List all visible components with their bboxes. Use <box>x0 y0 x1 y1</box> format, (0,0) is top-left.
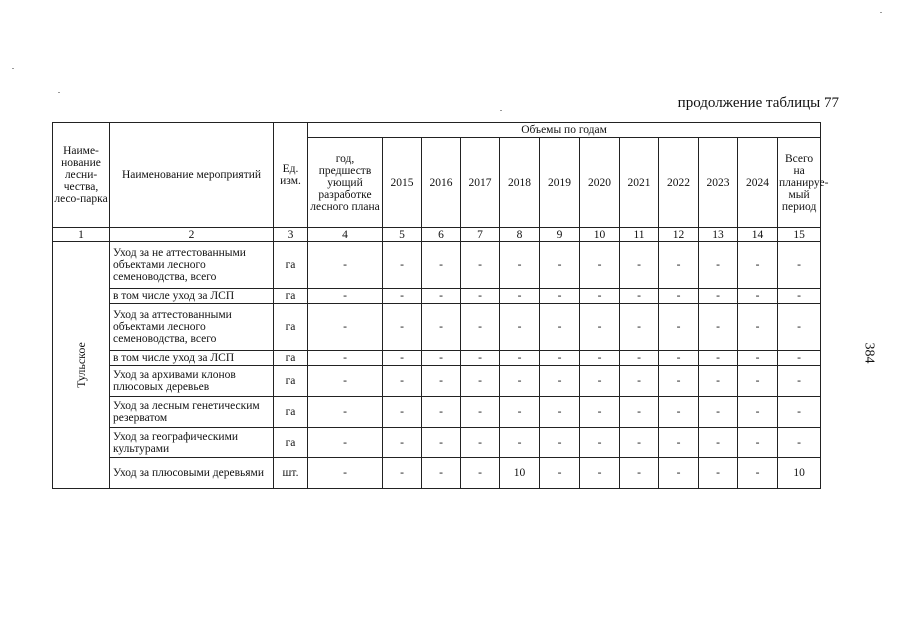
value-cell: - <box>580 242 620 289</box>
value-cell: - <box>383 458 422 489</box>
value-cell: - <box>461 304 500 351</box>
header-total-period: Всего на планируе-мый период <box>778 138 821 228</box>
value-cell: - <box>738 351 778 366</box>
column-number: 2 <box>110 228 274 242</box>
value-cell: - <box>620 289 659 304</box>
value-cell: - <box>620 366 659 397</box>
value-cell: - <box>308 289 383 304</box>
volumes-table <box>52 122 829 489</box>
table-row <box>53 428 821 458</box>
unit-cell: га <box>274 351 308 366</box>
value-cell: - <box>738 289 778 304</box>
column-number: 12 <box>659 228 699 242</box>
value-cell: - <box>500 428 540 458</box>
value-cell: - <box>580 397 620 428</box>
value-cell: - <box>540 366 580 397</box>
table-row <box>53 351 821 366</box>
unit-cell: га <box>274 397 308 428</box>
scan-speck <box>880 12 882 13</box>
value-cell: 10 <box>500 458 540 489</box>
column-number: 1 <box>53 228 110 242</box>
value-cell: - <box>620 428 659 458</box>
value-cell: - <box>580 289 620 304</box>
value-cell: - <box>620 458 659 489</box>
value-cell: - <box>308 397 383 428</box>
value-cell: - <box>383 304 422 351</box>
value-cell: - <box>699 366 738 397</box>
scan-speck <box>12 68 14 69</box>
column-number: 4 <box>308 228 383 242</box>
value-cell: - <box>738 428 778 458</box>
value-cell: - <box>620 397 659 428</box>
column-number: 11 <box>620 228 659 242</box>
value-cell: - <box>778 351 821 366</box>
value-cell: - <box>461 351 500 366</box>
activity-name: в том числе уход за ЛСП <box>110 289 274 304</box>
scan-speck <box>58 92 60 93</box>
value-cell: - <box>580 304 620 351</box>
header-year: 2016 <box>422 138 461 228</box>
header-year: 2022 <box>659 138 699 228</box>
value-cell: - <box>659 458 699 489</box>
header-year: 2020 <box>580 138 620 228</box>
value-cell: - <box>461 397 500 428</box>
value-cell: - <box>778 242 821 289</box>
column-number-row <box>53 228 821 242</box>
header-year: 2023 <box>699 138 738 228</box>
table-row <box>53 397 821 428</box>
value-cell: - <box>308 366 383 397</box>
column-number: 8 <box>500 228 540 242</box>
value-cell: - <box>461 242 500 289</box>
header-year: 2015 <box>383 138 422 228</box>
value-cell: - <box>738 242 778 289</box>
value-cell: - <box>580 458 620 489</box>
value-cell: - <box>778 304 821 351</box>
value-cell: - <box>659 304 699 351</box>
value-cell: - <box>540 397 580 428</box>
value-cell: - <box>422 458 461 489</box>
value-cell: - <box>461 458 500 489</box>
value-cell: - <box>778 428 821 458</box>
value-cell: - <box>461 366 500 397</box>
value-cell: - <box>699 242 738 289</box>
forestry-name-cell <box>53 242 110 489</box>
value-cell: - <box>422 428 461 458</box>
value-cell: - <box>659 428 699 458</box>
value-cell: - <box>383 242 422 289</box>
header-unit: Ед. изм. <box>274 123 308 228</box>
unit-cell: шт. <box>274 458 308 489</box>
value-cell: - <box>540 351 580 366</box>
column-number: 5 <box>383 228 422 242</box>
value-cell: - <box>699 304 738 351</box>
value-cell: - <box>308 351 383 366</box>
value-cell: - <box>461 428 500 458</box>
value-cell: - <box>620 242 659 289</box>
value-cell: - <box>659 397 699 428</box>
header-year: 2019 <box>540 138 580 228</box>
unit-cell: га <box>274 289 308 304</box>
column-number: 9 <box>540 228 580 242</box>
value-cell: - <box>422 397 461 428</box>
value-cell: - <box>699 289 738 304</box>
header-year: 2021 <box>620 138 659 228</box>
value-cell: - <box>500 304 540 351</box>
unit-cell: га <box>274 242 308 289</box>
value-cell: - <box>659 366 699 397</box>
header-year: 2018 <box>500 138 540 228</box>
header-year: 2024 <box>738 138 778 228</box>
value-cell: - <box>699 428 738 458</box>
unit-cell: га <box>274 304 308 351</box>
unit-cell: га <box>274 428 308 458</box>
header-activity: Наименование мероприятий <box>110 123 274 228</box>
value-cell: - <box>659 289 699 304</box>
value-cell: - <box>461 289 500 304</box>
column-number: 6 <box>422 228 461 242</box>
value-cell: - <box>308 458 383 489</box>
activity-name: Уход за аттестованными объектами лесного семеноводства, всего <box>110 304 274 351</box>
column-number: 10 <box>580 228 620 242</box>
table-row <box>53 289 821 304</box>
activity-name: Уход за не аттестованными объектами лесного семеноводства, всего <box>110 242 274 289</box>
value-cell: - <box>540 242 580 289</box>
value-cell: - <box>580 351 620 366</box>
value-cell: - <box>500 397 540 428</box>
header-year: 2017 <box>461 138 500 228</box>
column-number: 3 <box>274 228 308 242</box>
table-row <box>53 304 821 351</box>
header-volumes-by-year: Объемы по годам <box>308 123 821 138</box>
value-cell: - <box>422 304 461 351</box>
header-previous-year: год, предшеств ующий разработке лесного плана <box>308 138 383 228</box>
table-row <box>53 458 821 489</box>
value-cell: - <box>383 397 422 428</box>
value-cell: - <box>308 428 383 458</box>
value-cell: - <box>778 397 821 428</box>
value-cell: - <box>620 351 659 366</box>
value-cell: - <box>540 289 580 304</box>
value-cell: - <box>308 304 383 351</box>
value-cell: - <box>738 458 778 489</box>
value-cell: - <box>659 242 699 289</box>
activity-name: в том числе уход за ЛСП <box>110 351 274 366</box>
value-cell: - <box>620 304 659 351</box>
table-row <box>53 366 821 397</box>
value-cell: - <box>778 289 821 304</box>
page-number: 384 <box>861 342 877 364</box>
value-cell: - <box>500 289 540 304</box>
value-cell: - <box>540 428 580 458</box>
activity-name: Уход за плюсовыми деревьями <box>110 458 274 489</box>
value-cell: - <box>422 351 461 366</box>
value-cell: - <box>540 304 580 351</box>
activity-name: Уход за географическими культурами <box>110 428 274 458</box>
value-cell: - <box>383 289 422 304</box>
header-forestry: Наиме-нование лесни-чества, лесо-парка <box>53 123 110 228</box>
value-cell: - <box>738 366 778 397</box>
value-cell: - <box>422 242 461 289</box>
activity-name: Уход за архивами клонов плюсовых деревьев <box>110 366 274 397</box>
value-cell: - <box>699 397 738 428</box>
value-cell: - <box>500 366 540 397</box>
value-cell: - <box>738 304 778 351</box>
value-cell: - <box>580 366 620 397</box>
column-number: 7 <box>461 228 500 242</box>
forestry-name: Тульское <box>74 342 88 388</box>
value-cell: - <box>699 351 738 366</box>
column-number: 15 <box>778 228 821 242</box>
column-number: 13 <box>699 228 738 242</box>
value-cell: - <box>422 366 461 397</box>
value-cell: - <box>500 242 540 289</box>
value-cell: - <box>659 351 699 366</box>
value-cell: - <box>699 458 738 489</box>
value-cell: - <box>383 351 422 366</box>
value-cell: - <box>580 428 620 458</box>
value-cell: - <box>500 351 540 366</box>
table-continuation-label: продолжение таблицы 77 <box>677 95 839 111</box>
value-cell: - <box>422 289 461 304</box>
table-row <box>53 242 821 289</box>
column-number: 14 <box>738 228 778 242</box>
value-cell: - <box>308 242 383 289</box>
value-cell: - <box>738 397 778 428</box>
unit-cell: га <box>274 366 308 397</box>
scan-speck <box>500 110 502 111</box>
value-cell: - <box>540 458 580 489</box>
value-cell: 10 <box>778 458 821 489</box>
value-cell: - <box>383 366 422 397</box>
value-cell: - <box>383 428 422 458</box>
activity-name: Уход за лесным генетическим резерватом <box>110 397 274 428</box>
value-cell: - <box>778 366 821 397</box>
